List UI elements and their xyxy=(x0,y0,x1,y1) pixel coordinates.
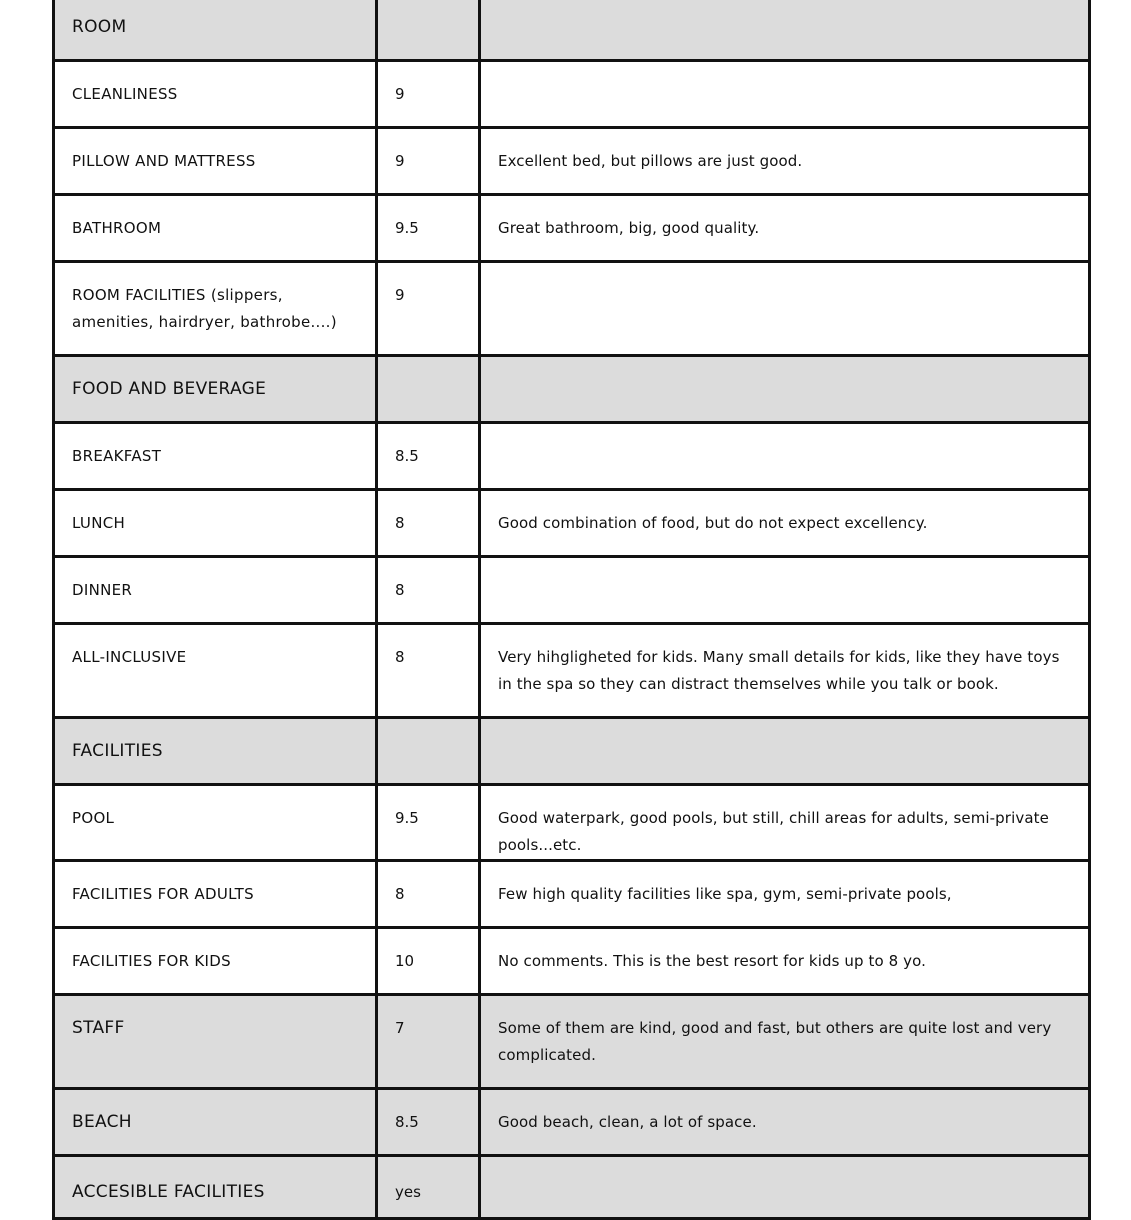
category-cell xyxy=(54,0,377,61)
score-cell xyxy=(377,128,480,195)
score-value: 8.5 xyxy=(395,447,419,465)
comment-text: Few high quality facilities like spa, gym, semi-private pools, xyxy=(498,885,952,903)
comment-text: Good waterpark, good pools, but still, chill areas for adults, semi-private pools...etc. xyxy=(498,809,1049,854)
category-label: PILLOW AND MATTRESS xyxy=(72,152,256,170)
comment-cell xyxy=(480,785,1090,861)
category-cell xyxy=(54,718,377,785)
category-label: BREAKFAST xyxy=(72,447,162,465)
category-cell xyxy=(54,1156,377,1219)
category-label: ACCESIBLE FACILITIES xyxy=(72,1182,265,1202)
score-cell xyxy=(377,195,480,262)
score-cell xyxy=(377,718,480,785)
score-value: 7 xyxy=(395,1019,405,1037)
category-cell xyxy=(54,1089,377,1156)
category-cell xyxy=(54,61,377,128)
score-value: yes xyxy=(395,1183,421,1201)
category-cell xyxy=(54,861,377,928)
category-cell xyxy=(54,785,377,861)
category-label: BEACH xyxy=(72,1112,132,1132)
score-value: 8.5 xyxy=(395,1113,419,1131)
category-label: ROOM xyxy=(72,17,127,37)
table-row-staff xyxy=(54,995,1090,1089)
category-label: FACILITIES xyxy=(72,741,163,761)
category-cell xyxy=(54,928,377,995)
category-cell xyxy=(54,128,377,195)
table-row-pillow-and-mattress xyxy=(54,128,1090,195)
table-row-facilities xyxy=(54,718,1090,785)
table-row-accesible-facilities xyxy=(54,1156,1090,1219)
score-cell xyxy=(377,61,480,128)
category-label: FOOD AND BEVERAGE xyxy=(72,379,267,399)
score-value: 9.5 xyxy=(395,219,419,237)
category-label: STAFF xyxy=(72,1018,125,1038)
category-cell xyxy=(54,995,377,1089)
hotel-review-table xyxy=(52,0,1091,1220)
score-value: 9 xyxy=(395,286,405,304)
category-cell xyxy=(54,423,377,490)
table-row-pool xyxy=(54,785,1090,861)
table-row-room xyxy=(54,0,1090,61)
comment-text: Good combination of food, but do not expect excellency. xyxy=(498,514,928,532)
table-row-dinner xyxy=(54,557,1090,624)
score-value xyxy=(395,719,461,738)
score-cell xyxy=(377,356,480,423)
category-cell xyxy=(54,195,377,262)
comment-text xyxy=(498,424,1071,443)
score-cell xyxy=(377,1089,480,1156)
comment-cell xyxy=(480,195,1090,262)
comment-text: No comments. This is the best resort for kids up to 8 yo. xyxy=(498,952,926,970)
comment-cell xyxy=(480,61,1090,128)
comment-cell xyxy=(480,356,1090,423)
table-row-facilities-for-adults xyxy=(54,861,1090,928)
score-cell xyxy=(377,262,480,356)
comment-cell xyxy=(480,0,1090,61)
category-label: ALL-INCLUSIVE xyxy=(72,648,187,666)
category-label: POOL xyxy=(72,809,115,827)
category-label: CLEANLINESS xyxy=(72,85,178,103)
score-value xyxy=(395,0,461,14)
comment-cell xyxy=(480,557,1090,624)
comment-text xyxy=(498,558,1071,577)
category-label: FACILITIES FOR KIDS xyxy=(72,952,231,970)
comment-cell xyxy=(480,128,1090,195)
table-row-breakfast xyxy=(54,423,1090,490)
score-cell xyxy=(377,861,480,928)
category-label: LUNCH xyxy=(72,514,126,532)
category-label: FACILITIES FOR ADULTS xyxy=(72,885,254,903)
comment-text: Great bathroom, big, good quality. xyxy=(498,219,760,237)
table-row-facilities-for-kids xyxy=(54,928,1090,995)
score-value: 9 xyxy=(395,152,405,170)
comment-text xyxy=(498,719,1071,738)
category-cell xyxy=(54,262,377,356)
comment-text: Good beach, clean, a lot of space. xyxy=(498,1113,757,1131)
score-cell xyxy=(377,0,480,61)
score-value: 10 xyxy=(395,952,415,970)
score-value: 8 xyxy=(395,514,405,532)
table-row-food-and-beverage xyxy=(54,356,1090,423)
comment-text: Excellent bed, but pillows are just good. xyxy=(498,152,803,170)
score-cell xyxy=(377,423,480,490)
score-cell xyxy=(377,624,480,718)
comment-cell xyxy=(480,262,1090,356)
score-cell xyxy=(377,995,480,1089)
comment-text: Some of them are kind, good and fast, but others are quite lost and very complicated. xyxy=(498,1019,1052,1064)
comment-cell xyxy=(480,928,1090,995)
category-cell xyxy=(54,624,377,718)
comment-cell xyxy=(480,423,1090,490)
comment-cell xyxy=(480,995,1090,1089)
comment-text xyxy=(498,263,1071,282)
score-value: 8 xyxy=(395,648,405,666)
comment-cell xyxy=(480,1089,1090,1156)
table-row-lunch xyxy=(54,490,1090,557)
comment-cell xyxy=(480,1156,1090,1219)
score-cell xyxy=(377,785,480,861)
category-label: BATHROOM xyxy=(72,219,162,237)
table-row-cleanliness xyxy=(54,61,1090,128)
category-cell xyxy=(54,356,377,423)
score-value: 9 xyxy=(395,85,405,103)
comment-text xyxy=(498,357,1071,376)
comment-cell xyxy=(480,861,1090,928)
score-value: 8 xyxy=(395,885,405,903)
score-value xyxy=(395,357,461,376)
table-row-bathroom xyxy=(54,195,1090,262)
comment-text xyxy=(498,0,1071,14)
score-cell xyxy=(377,1156,480,1219)
comment-cell xyxy=(480,490,1090,557)
category-cell xyxy=(54,490,377,557)
comment-text: Very hihgligheted for kids. Many small details for kids, like they have toys in the spa so they can distract themselves while you talk or book. xyxy=(498,648,1060,693)
category-cell xyxy=(54,557,377,624)
table-row-all-inclusive xyxy=(54,624,1090,718)
comment-text xyxy=(498,1157,1071,1179)
comment-text xyxy=(498,62,1071,81)
score-cell xyxy=(377,928,480,995)
score-value: 9.5 xyxy=(395,809,419,827)
comment-cell xyxy=(480,624,1090,718)
table-row-beach xyxy=(54,1089,1090,1156)
comment-cell xyxy=(480,718,1090,785)
category-label: ROOM FACILITIES (slippers, amenities, hairdryer, bathrobe....) xyxy=(72,286,337,331)
score-value: 8 xyxy=(395,581,405,599)
score-cell xyxy=(377,557,480,624)
category-label: DINNER xyxy=(72,581,133,599)
table-row-room-facilities xyxy=(54,262,1090,356)
score-cell xyxy=(377,490,480,557)
